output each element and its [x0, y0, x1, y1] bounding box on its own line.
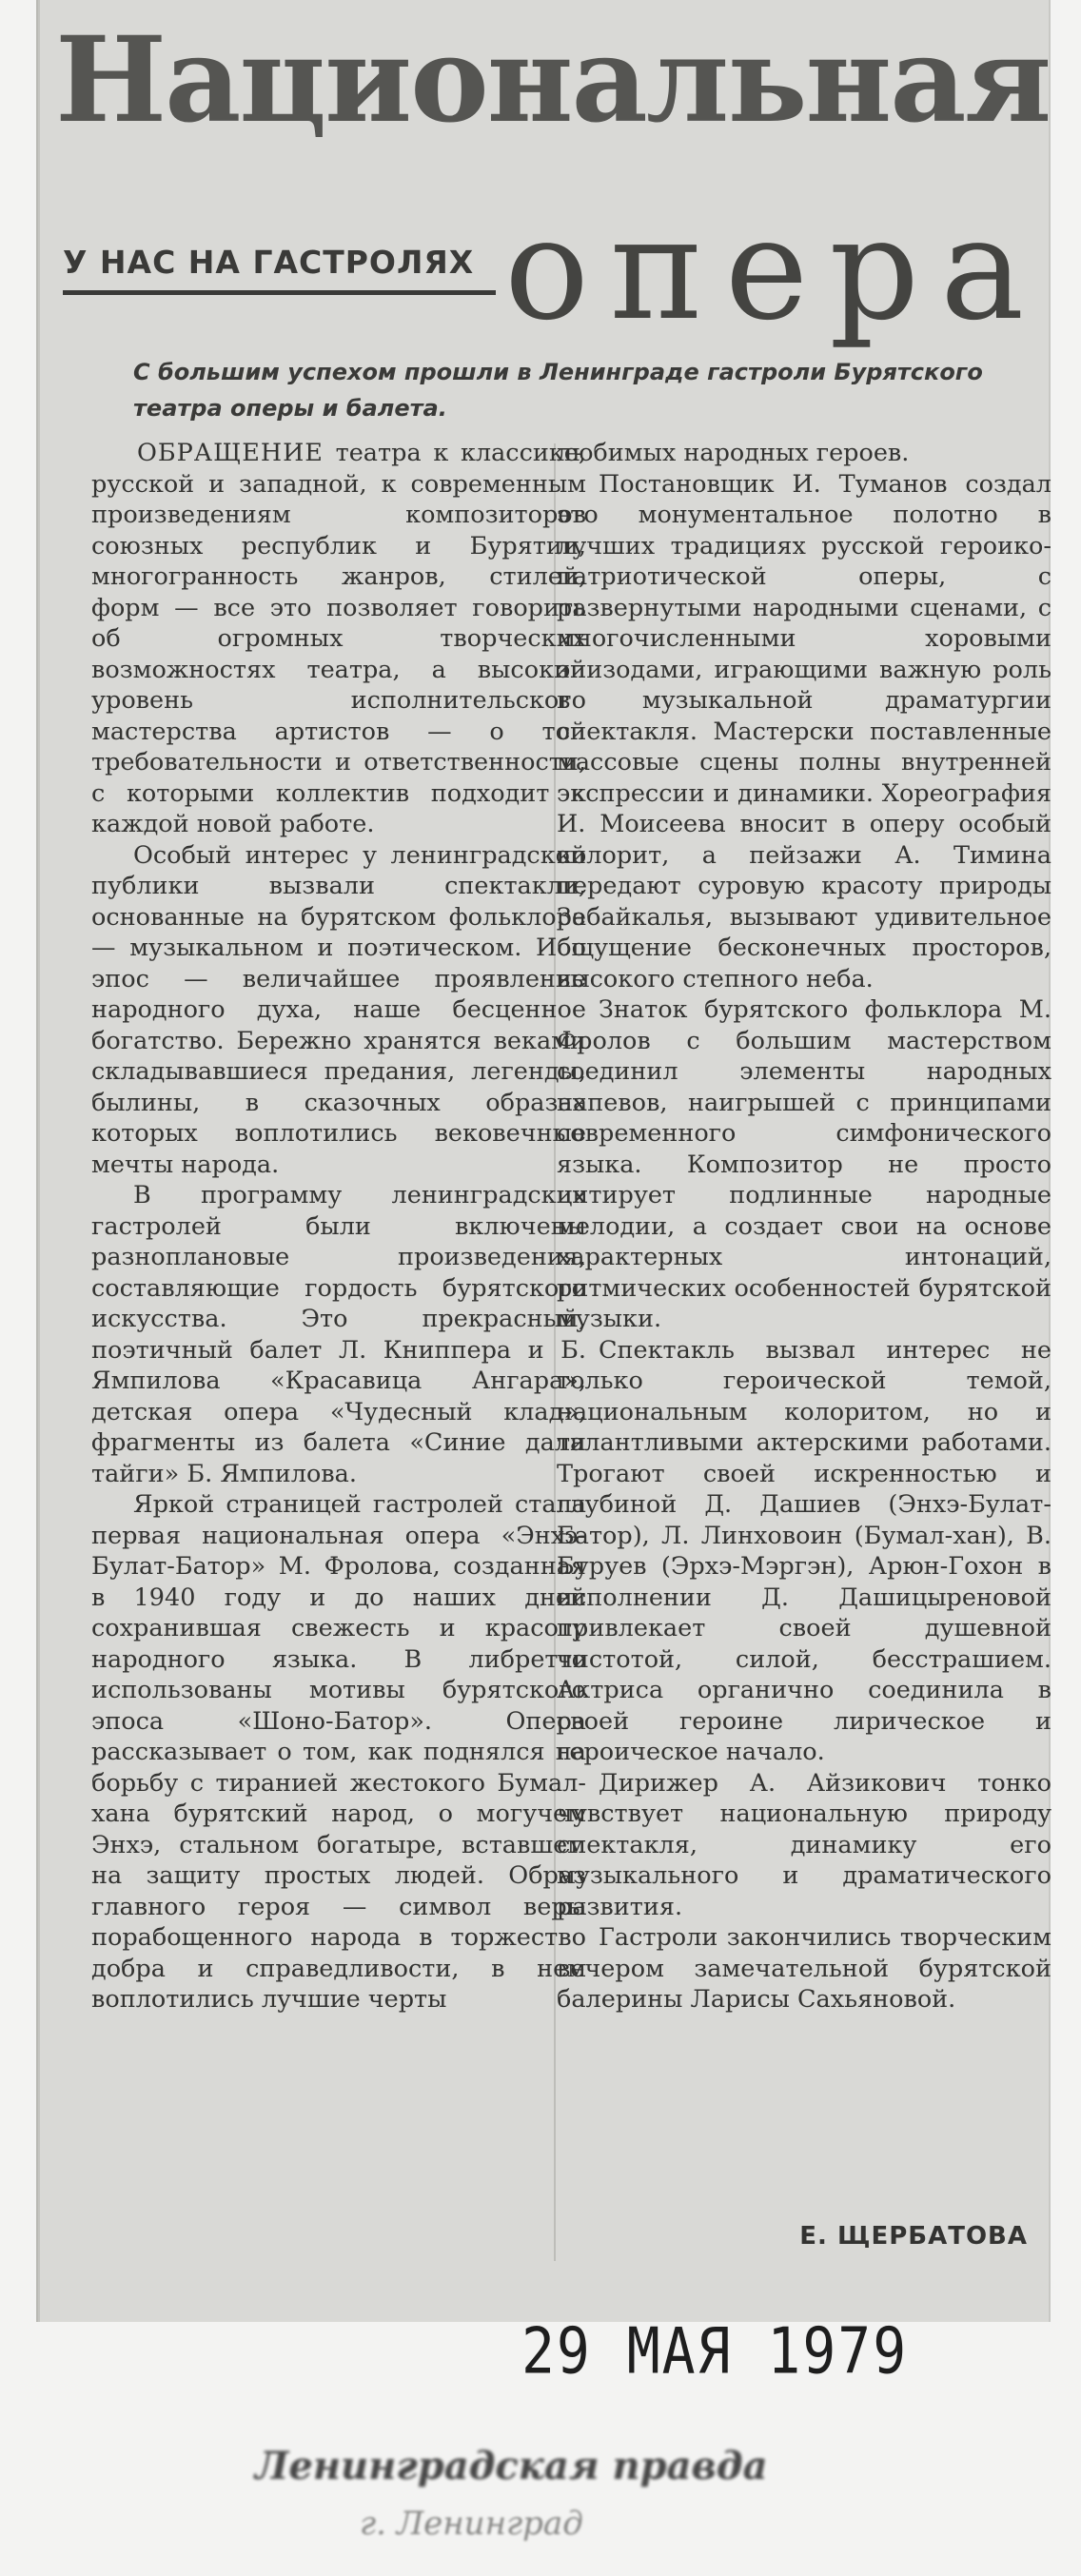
headline-second-line: опера — [504, 187, 1046, 351]
paragraph: Постановщик И. Туманов создал это монументальное полотно в лучших традициях русской героико-патриотической оперы, с развернутыми народными сценами, с многочисленными хоровыми эпизодами, играющими важную роль в музыкальной драматургии спектакля. Мастерски поставленные массовые сцены полны внутренней экспрессии и динамики. Хореография И. Моисеева вносит в оперу особый колорит, а пейзажи А. Тимина передают суровую красоту природы Забайкалья, вызывают удивительное ощущение бесконечных просторов, высокого степного неба. — [557, 469, 1052, 993]
source-city-stamp: г. Ленинград — [360, 2505, 583, 2543]
article-column-left — [91, 438, 586, 2016]
paragraph: Яркой страницей гастролей стала первая национальная опера «Энхэ-Булат-Батор» М. Фролова, созданная в 1940 году и до наших дней сохранившая свежесть и красоту народного языка. В либретто использованы мотивы бурятского эпоса «Шоно-Батор». Опера рассказывает о том, как поднялся на борьбу с тиранией жестокого Бумал-хана бурятский народ, о могучем Энхэ, стальном богатыре, вставшем на защиту простых людей. Образ главного героя — символ веры порабощенного народа в торжество добра и справедливости, в нем воплотились лучшие черты — [91, 1490, 586, 2014]
newspaper-source-stamp: Ленинградская правда — [255, 2444, 768, 2488]
paragraph: Спектакль вызвал интерес не только героической темой, национальным колоритом, но и талантливыми актерскими работами. Трогают своей искренностью и глубиной Д. Дашиев (Энхэ-Булат-Батор), Л. Линховоин (Бумал-хан), В. Буруев (Эрхэ-Мэргэн), Арюн-Гохон в исполнении Д. Дашицыреновой привлекает своей душевной чистотой, силой, бесстрашием. Актриса органично соединила в своей героине лирическое и героическое начало. — [557, 1335, 1052, 1766]
author-signature: Е. ЩЕРБАТОВА — [799, 2222, 1028, 2251]
paragraph: любимых народных героев. — [557, 439, 910, 467]
lead-word: ОБРАЩЕНИЕ — [137, 439, 324, 467]
rubric-underline — [63, 290, 496, 295]
date-stamp: 29 МАЯ 1979 — [521, 2313, 909, 2389]
paragraph: Дирижер А. Айзикович тонко чувствует национальную природу спектакля, динамику его музыкального и драматического развития. — [557, 1768, 1052, 1921]
lead-paragraph: С большим успехом прошли в Ленинграде гастроли Бурятского театра оперы и балета. — [133, 359, 983, 422]
paragraph — [91, 438, 586, 840]
article-column-right — [557, 438, 1052, 2016]
paragraph: Особый интерес у ленинградской публики вызвали спектакли, основанные на бурятском фольклоре — музыкальном и поэтическом. Ибо эпос — величайшее проявление народного духа, наше бесценное богатство. Бережно хранятся веками складывавшиеся предания, легенды, былины, в сказочных образах которых воплотились вековечные мечты народа. — [91, 840, 586, 1179]
paragraph: Знаток бурятского фольклора М. Фролов с большим мастерством соединил элементы народных напевов, наигрышей с принципами современного симфонического языка. Композитор не просто цитирует подлинные народные мелодии, а создает свои на основе характерных интонаций, ритмических особенностей бурятской музыки. — [557, 995, 1052, 1333]
headline: Национальная — [55, 11, 1051, 149]
rubric-label: У НАС НА ГАСТРОЛЯХ — [63, 244, 475, 281]
paragraph: Гастроли закончились творческим вечером замечательной бурятской балерины Ларисы Сахьяновой. — [557, 1923, 1052, 2014]
paragraph: В программу ленинградских гастролей были включены разноплановые произведения, составляющие гордость бурятского искусства. Это прекрасный, поэтичный балет Л. Книппера и Б. Ямпилова «Красавица Ангара», детская опера «Чудесный клад», фрагменты из балета «Синие дали тайги» Б. Ямпилова. — [91, 1181, 586, 1488]
paragraph-text: театра к классике, русской и западной, к современным произведениям композиторов союзных республик и Бурятии, многогранность жанров, стилей, форм — все это позволяет говорить об огромных творческих возможностях театра, а высокий уровень исполнительского мастерства артистов — о той требовательности и ответственности, с которыми коллектив подходит к каждой новой работе. — [91, 439, 586, 838]
